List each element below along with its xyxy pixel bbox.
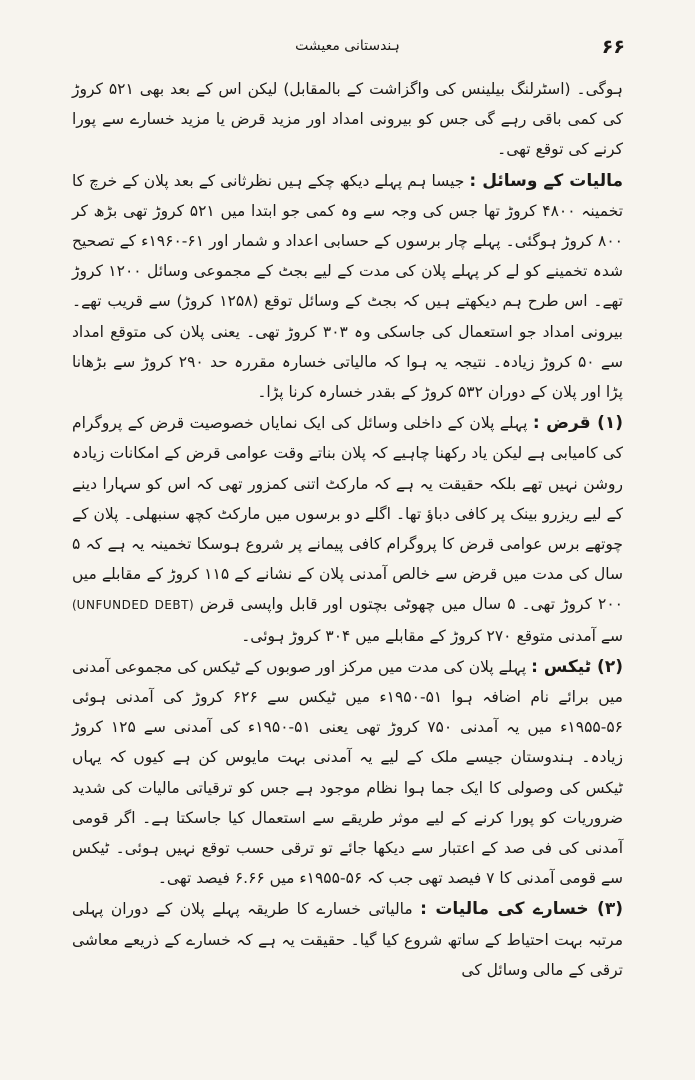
paragraph-deficit-financing bbox=[72, 894, 623, 985]
paragraph-loans-text-1: پہلے پلان کے داخلی وسائل کی ایک نمایاں خصوصیت قرض کے پروگرام کی کامیابی ہے لیکن یاد رکھنا چاہیے کہ پلان بناتے وقت عوامی قرض کے امکانات زیادہ روشن نہیں تھے بلکہ حقیقت یہ ہے کہ مارکٹ اتنی کمزور تھی کہ اس کو سہارا دینے کے لیے ریزرو بینک پر کافی دباؤ تھا۔ اگلے دو برسوں میں مارکٹ کچھ سنبھلی۔ پلان کے چوتھے برس عوامی قرض کا پروگرام کافی پیمانے پر شروع ہوسکا تخمینہ یہ ہے کہ ۵ سال کی مدت میں قرض سے خالص آمدنی پلان کے نشانے کے ۱۱۵ کروڑ کے مقابلے میں ۲۰۰ کروڑ تھی۔ ۵ سال میں چھوٹی بچتوں اور قابل واپسی قرض bbox=[72, 414, 623, 614]
paragraph-taxes-text: پہلے پلان کی مدت میں مرکز اور صوبوں کے ٹیکس کی مجموعی آمدنی میں برائے نام اضافہ ہوا ۵۱-۱۹۵۰ء میں ٹیکس سے ۶۲۶ کروڑ کی آمدنی ہوئی ۵۶-۱۹۵۵ء میں یہ آمدنی ۷۵۰ کروڑ تھی یعنی ۵۱-۱۹۵۰ء کی آمدنی سے ۱۲۵ کروڑ زیادہ۔ ہندوستان جیسے ملک کے لیے یہ آمدنی بہت مایوس کن ہے کیوں کہ یہاں ٹیکس کی وصولی کا ایک جما ہوا نظام موجود ہے جس کو ترقیاتی مالیات کی شدید ضروریات کو پورا کرنے کے لیے موثر طریقے سے استعمال کیا جاسکتا ہے۔ اگر قومی آمدنی کی فی صد کے اعتبار سے دیکھا جائے تو ترقی حسب توقع نہیں ہوئی۔ ٹیکس سے قومی آمدنی کا ۷ فیصد تھی جب کہ ۵۶-۱۹۵۵ء میں ۶.۶۶ فیصد تھی۔ bbox=[72, 657, 623, 888]
section-heading-taxes: (۲) ٹیکس : bbox=[531, 656, 623, 677]
page-number: ۶۶ bbox=[601, 36, 625, 58]
section-heading-loans: (۱) قرض : bbox=[532, 413, 624, 434]
running-title: ہندستانی معیشت bbox=[295, 38, 400, 54]
page-body bbox=[72, 74, 623, 1050]
paragraph-taxes bbox=[72, 652, 623, 894]
unfunded-debt-term: (UNFUNDED DEBT) bbox=[72, 598, 194, 613]
paragraph-1 bbox=[72, 74, 623, 165]
section-heading-financial-resources: مالیات کے وسائل : bbox=[469, 170, 623, 191]
page-header bbox=[70, 36, 625, 64]
paragraph-financial-resources bbox=[72, 166, 623, 408]
paragraph-loans bbox=[72, 408, 623, 651]
paragraph-financial-resources-text: جیسا ہم پہلے دیکھ چکے ہیں نظرثانی کے بعد پلان کے خرچ کا تخمینہ ۴۸۰۰ کروڑ تھا جس کی وجہ سے وہ کمی جو ابتدا میں ۵۲۱ کروڑ تھی بڑھ کر ۸۰۰ کروڑ ہوگئی۔ پہلے چار برسوں کے حسابی اعداد و شمار اور ۶۱-۱۹۶۰ء کے تصحیح شدہ تخمینے کو لے کر پہلے پلان کی مدت کے لیے بجٹ کے مجموعی وسائل ۱۲۰۰ کروڑ تھے۔ اس طرح ہم دیکھتے ہیں کہ بجٹ کے وسائل توقع (۱۲۵۸ کروڑ) سے قریب تھے۔ بیرونی امداد جو استعمال کی جاسکی وہ ۳۰۳ کروڑ تھی۔ یعنی پلان کی متوقع امداد سے ۵۰ کروڑ زیادہ۔ نتیجہ یہ ہوا کہ مالیاتی خسارہ مقررہ حد ۲۹۰ کروڑ سے بڑھانا پڑا اور پلان کے دوران ۵۳۲ کروڑ کے بقدر خسارہ کرنا پڑا۔ bbox=[72, 171, 624, 402]
paragraph-deficit-financing-text: مالیاتی خسارے کا طریقہ پہلے پلان کے دوران پہلی مرتبہ بہت احتیاط کے ساتھ شروع کیا گیا۔ حقیقت یہ ہے کہ خسارے کے ذریعے معاشی ترقی کے مالی وسائل کی bbox=[72, 900, 623, 979]
paragraph-1-text: ہوگی۔ (اسٹرلنگ بیلینس کی واگزاشت کے بالمقابل) لیکن اس کے بعد بھی ۵۲۱ کروڑ کی کمی باقی رہے گی جس کو بیرونی امداد اور مزید قرض یا مزید خسارے سے پورا کرنے کی توقع تھی۔ bbox=[72, 80, 623, 159]
paragraph-loans-text-2: سے آمدنی متوقع ۲۷۰ کروڑ کے مقابلے میں ۳۰۴ کروڑ ہوئی۔ bbox=[241, 626, 623, 645]
section-heading-deficit-financing: (۳) خسارے کی مالیات : bbox=[420, 899, 623, 920]
